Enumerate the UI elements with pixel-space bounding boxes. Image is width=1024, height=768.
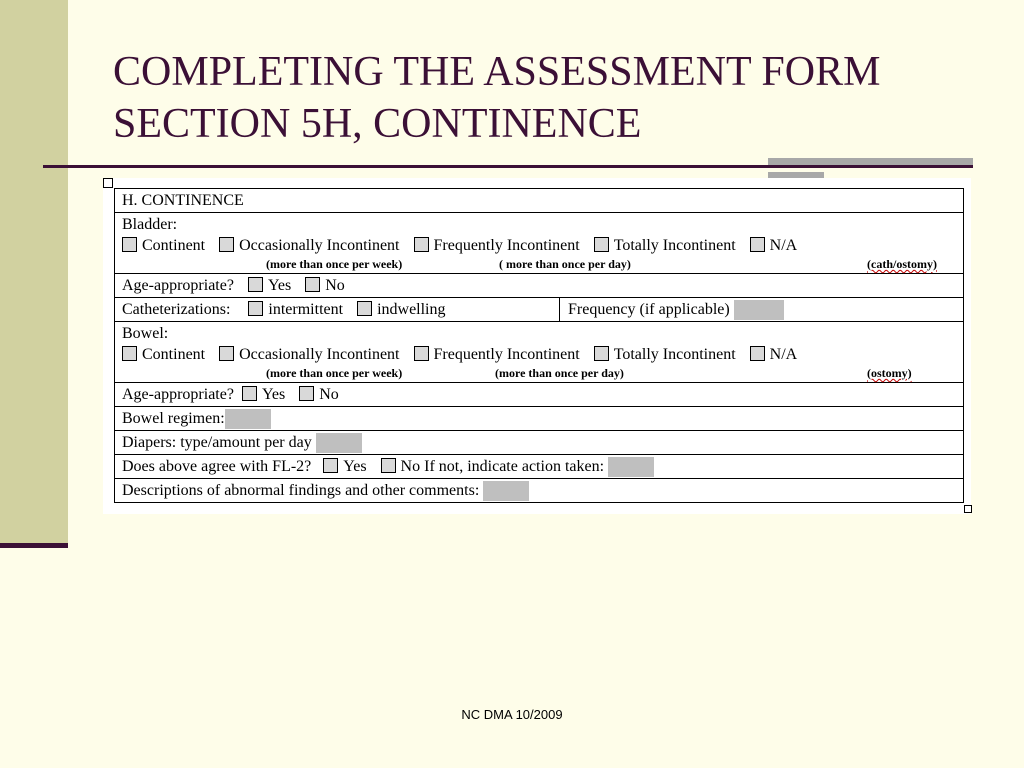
diapers-row: [115, 431, 964, 455]
checkbox-intermittent[interactable]: [248, 301, 263, 316]
catheterizations-label: Catheterizations:: [122, 301, 231, 318]
bladder-option-continent[interactable]: Continent: [122, 237, 205, 254]
bladder-option-occasional[interactable]: Occasionally Incontinent: [219, 237, 399, 254]
bladder-option-frequent[interactable]: Frequently Incontinent: [414, 237, 580, 254]
continence-form: [114, 188, 964, 503]
yes-label: Yes: [267, 277, 292, 294]
bladder-notes: [122, 256, 956, 272]
form-heading: H. CONTINENCE: [122, 192, 244, 209]
title-line-1: COMPLETING THE ASSESSMENT FORM: [113, 49, 881, 95]
comments-row: [115, 479, 964, 503]
note-daily: ( more than once per day): [499, 257, 631, 271]
yes-label: Yes: [261, 386, 286, 403]
bowel-option-total[interactable]: Totally Incontinent: [594, 346, 736, 363]
fl2-action-label: If not, indicate action taken:: [424, 458, 605, 475]
slide-title: [113, 46, 993, 150]
bladder-label: Bladder:: [122, 216, 178, 233]
bowel-option-occasional[interactable]: Occasionally Incontinent: [219, 346, 399, 363]
checkbox[interactable]: [750, 237, 765, 252]
checkbox-yes[interactable]: [248, 277, 263, 292]
bowel-age-row: [115, 383, 964, 407]
checkbox-indwelling[interactable]: [357, 301, 372, 316]
diapers-field[interactable]: [316, 433, 362, 453]
form-heading-cell: [115, 189, 964, 213]
sidebar-rule: [0, 543, 68, 548]
checkbox-no[interactable]: [381, 458, 396, 473]
frequency-field[interactable]: [734, 300, 784, 320]
bowel-option-continent[interactable]: Continent: [122, 346, 205, 363]
bowel-option-frequent[interactable]: Frequently Incontinent: [414, 346, 580, 363]
checkbox[interactable]: [414, 346, 429, 361]
bladder-section: [115, 213, 964, 274]
indwelling-label: indwelling: [377, 301, 446, 318]
checkbox-no[interactable]: [299, 386, 314, 401]
bowel-regimen-row: [115, 407, 964, 431]
catheterization-options: [115, 298, 560, 321]
age-appropriate-label: Age-appropriate?: [122, 386, 234, 403]
bladder-option-na[interactable]: N/A: [750, 237, 798, 254]
checkbox[interactable]: [594, 346, 609, 361]
checkbox[interactable]: [219, 346, 234, 361]
no-label: No: [319, 386, 339, 403]
slide-footer: NC DMA 10/2009: [461, 707, 563, 722]
comments-field[interactable]: [483, 481, 529, 501]
fl2-action-field[interactable]: [608, 457, 654, 477]
note-weekly: (more than once per week): [266, 366, 403, 380]
intermittent-label: intermittent: [268, 301, 344, 318]
age-appropriate-label: Age-appropriate?: [122, 277, 234, 294]
bowel-notes: [122, 365, 956, 381]
note-ostomy: (ostomy): [867, 366, 912, 380]
diapers-label: Diapers: type/amount per day: [122, 434, 312, 451]
bowel-regimen-label: Bowel regimen:: [122, 410, 225, 427]
no-label: No: [400, 458, 421, 475]
checkbox[interactable]: [594, 237, 609, 252]
comments-label: Descriptions of abnormal findings and other comments:: [122, 482, 480, 499]
bowel-label: Bowel:: [122, 325, 169, 342]
title-line-2: SECTION 5H, CONTINENCE: [113, 101, 642, 147]
bowel-regimen-field[interactable]: [225, 409, 271, 429]
no-label: No: [325, 277, 345, 294]
note-cath-ostomy: (cath/ostomy): [867, 257, 937, 271]
checkbox[interactable]: [414, 237, 429, 252]
bowel-options: [122, 344, 956, 365]
checkbox-yes[interactable]: [242, 386, 257, 401]
bowel-section: [115, 322, 964, 383]
yes-label: Yes: [343, 458, 367, 475]
checkbox-no[interactable]: [305, 277, 320, 292]
bladder-option-total[interactable]: Totally Incontinent: [594, 237, 736, 254]
slide-sidebar: [0, 0, 68, 548]
bladder-options: [122, 235, 956, 256]
note-daily: (more than once per day): [495, 366, 624, 380]
catheterization-row: [115, 298, 964, 322]
accent-bars: [768, 158, 973, 180]
checkbox[interactable]: [122, 346, 137, 361]
checkbox[interactable]: [219, 237, 234, 252]
fl2-row: [115, 455, 964, 479]
frequency-label: Frequency (if applicable): [568, 301, 730, 318]
accent-bar-top: [768, 158, 973, 165]
frequency-cell: [560, 298, 784, 321]
table-anchor-icon: [103, 178, 113, 188]
checkbox[interactable]: [122, 237, 137, 252]
resize-handle: [964, 505, 972, 513]
checkbox-yes[interactable]: [323, 458, 338, 473]
checkbox[interactable]: [750, 346, 765, 361]
bowel-option-na[interactable]: N/A: [750, 346, 798, 363]
fl2-label: Does above agree with FL-2?: [122, 458, 312, 475]
note-weekly: (more than once per week): [266, 257, 403, 271]
bladder-age-row: [115, 274, 964, 298]
